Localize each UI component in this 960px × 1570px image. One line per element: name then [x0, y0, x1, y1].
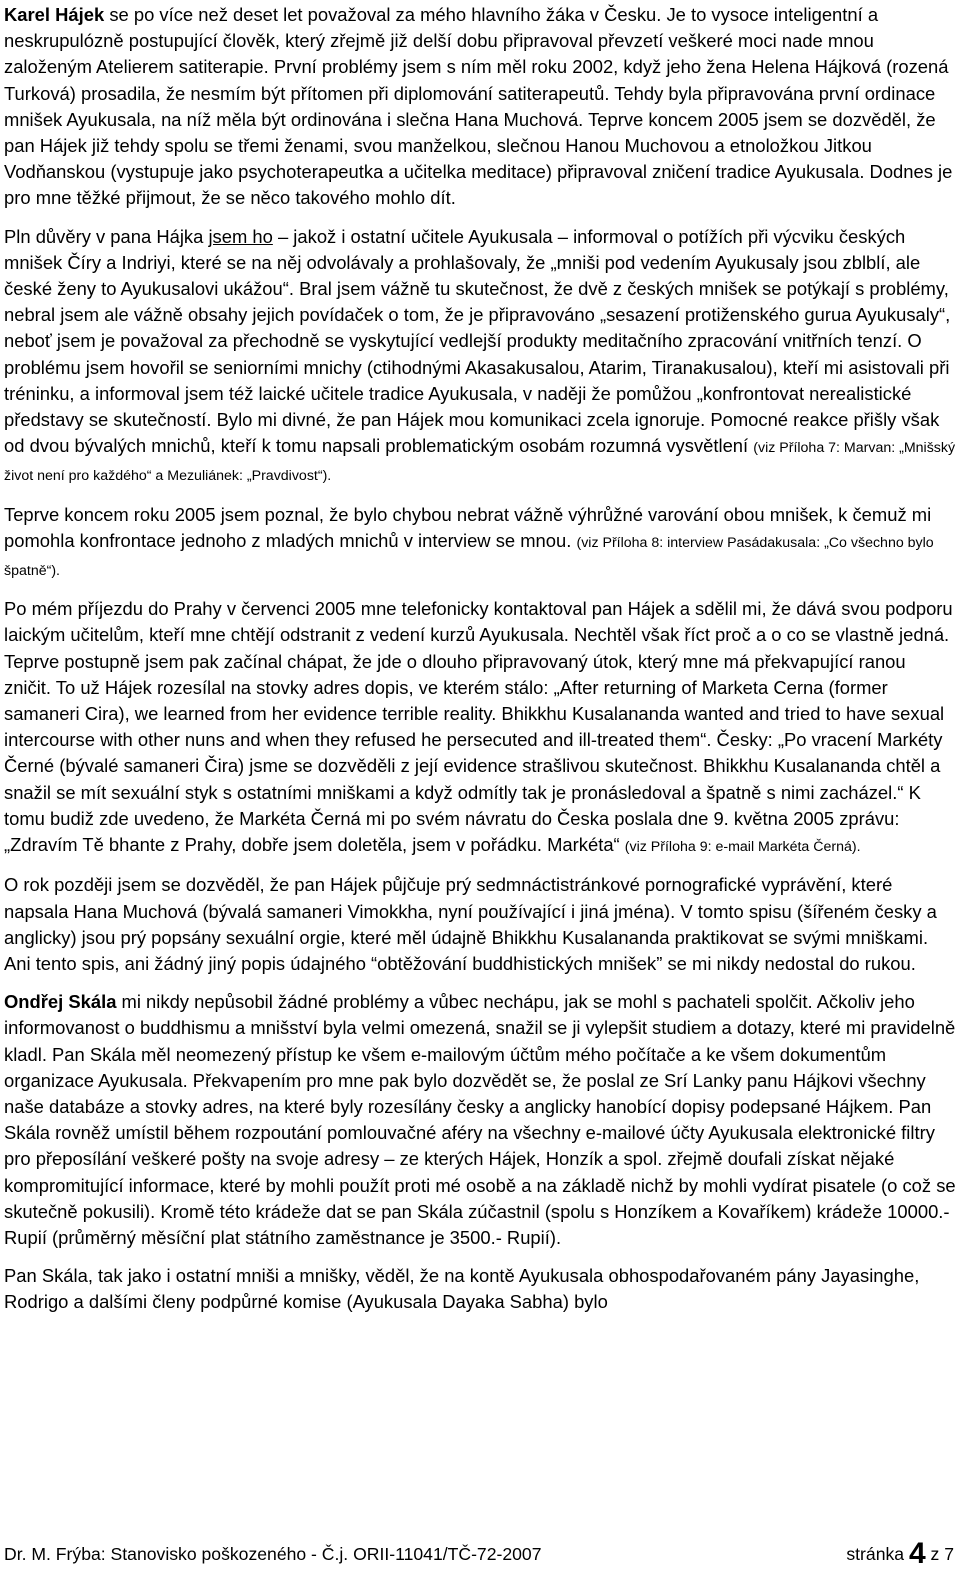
appendix-reference-9: (viz Příloha 9: e-mail Markéta Černá). [624, 839, 861, 856]
paragraph-text: mi nikdy nepůsobil žádné problémy a vůbec nechápu, jak se mohl s pachateli spolčit. Ačkoliv jeho informovanost o buddhismu a mnišství byla velmi omezená, snažil se ji vylepšit studiem a dotazy, které mi pravidelně kladl. Pan Skála měl neomezený přístup ke všem e-mailovým účtům mého počítače a ke všem dokumentům organizace Ayukusala. Překvapením pro mne pak bylo dozvědět se, že poslal ze Srí Lanky panu Hájkovi všechny naše databáze a stovky adres, na které byly rozesílány česky a anglicky hanobící dopisy podepsané Hájkem. Pan Skála rovněž umístil během rozpoutání pomlouvačné aféry na všechny e-mailové účty Ayukusala elektronické filtry pro přeposílání veškeré pošty na svoje adresy – ze kterých Hájek, Honzík a spol. zřejmě doufali získat nějaké kompromitující informace, které by mohli použít proti mé osobě a na základě nichž by mohli vydírat pisatele (o což se skutečně pokusili). Kromě této krádeže dat se pan Skála zúčastnil (spolu s Honzíkem a Kovaříkem) krádeže 10000.- Rupií (průměrný měsíční plat státního zaměstnance je 3500.- Rupií). [4, 991, 956, 1248]
paragraph-text: se po více než deset let považoval za mého hlavního žáka v Česku. Je to vysoce inteligentní a neskrupulózně postupující člověk, který zřejmě již delší dobu připravoval převzetí veškeré moci nade mnou založeným Atelierem satiterapie. První problémy jsem s ním měl roku 2002, když jeho žena Helena Hájková (rozená Turková) prosadila, že nesmím být přítomen při diplomování satiterapeutů. Tehdy byla připravována první ordinace mnišek Ayukusala, na níž měla být ordinována i slečna Hana Muchová. Teprve koncem 2005 jsem se dozvěděl, že pan Hájek již tehdy spolu se třemi ženami, svou manželkou, slečnou Hanou Muchovou a etnoložkou Jitkou Vodňanskou (vystupuje jako psychoterapeutka a učitelka meditace) připravoval zničení tradice Ayukusala. Dodnes je pro mne těžké přijmout, že se něco takového mohlo dít. [4, 4, 953, 209]
footer-reference: Dr. M. Frýba: Stanovisko poškozeného - Č.j. ORII-11041/TČ-72-2007 [4, 1544, 542, 1564]
paragraph-text: Po mém příjezdu do Prahy v červenci 2005 mne telefonicky kontaktoval pan Hájek a sdělil mi, že dává svou podporu laickým učitelům, kteří mne chtějí odstranit z vedení kurzů Ayukusala. Nechtěl však říct proč a o co se vlastně jedná. Teprve postupně jsem pak začínal chápat, že jde o dlouho připravovaný útok, který mne má překvapující ranou zničit. To už Hájek rozesílal na stovky adres dopis, ve kterém stálo: „After returning of Marketa Cerna (former samaneri Cira), we learned from her evidence terrible reality. Bhikkhu Kusalananda wanted and tried to have sexual intercourse with other nuns and when they refused he persecuted and ill-treated them“. Česky: „Po vracení Markéty Černé (bývalé samaneri Čira) jsme se dozvěděli z její evidence strašlivou skutečnost. Bhikkhu Kusalananda chtěl a snažil se mít sexuální styk s ostatními mniškami a když odmítly tak je pronásledoval a špatně s nimi zacházel.“ K tomu budiž zde uvedeno, že Markéta Černá mi po svém návratu do Česka poslala dne 9. května 2005 zprávu: „Zdravím Tě bhante z Prahy, dobře jsem doletěla, jsem v pořádku. Markéta“ [4, 598, 953, 856]
name-ondrej-skala: Ondřej Skála [4, 991, 117, 1013]
paragraph-ondrej-skala [4, 989, 956, 1251]
appendix-reference-8: (viz Příloha 8: interview Pasádakusala: „Co všechno bylo špatně“). [4, 534, 934, 580]
document-page [4, 2, 956, 1328]
appendix-reference-7: (viz Příloha 7: Marvan: „Mnišský život není pro každého“ a Mezuliánek: „Pravdivost“). [4, 440, 956, 485]
paragraph-year-later [4, 872, 956, 977]
page-suffix: z 7 [925, 1544, 954, 1564]
name-karel-hajek: Karel Hájek [4, 4, 105, 25]
paragraph-text: Teprve koncem roku 2005 jsem poznal, že bylo chybou nebrat vážně výhrůžné varování obou mnišek, k čemuž mi pomohla konfrontace jednoho z mladých mnichů v interview se mnou. [4, 503, 932, 551]
page-footer [4, 1538, 954, 1570]
paragraph-skala-account [4, 1263, 956, 1315]
paragraph-text: O rok později jsem se dozvěděl, že pan Hájek půjčuje prý sedmnáctistránkové pornografické vyprávění, které napsala Hana Muchová (bývalá samaneri Vimokkha, nyní používající i jiná jména). V tomto spisu (šířeném česky a anglicky) jsou prý popsány sexuální orgie, které měl údajně Bhikkhu Kusalananda praktikovat se svými mniškami. Ani tento spis, ani žádný jiný popis údajného “obtěžování buddhistických mnišek” se mi nikdy nedostal do rukou. [4, 874, 937, 974]
page-number: 4 [908, 1537, 926, 1570]
paragraph-end-2005 [4, 502, 956, 585]
page-prefix: stránka [846, 1544, 909, 1564]
paragraph-trust-hajek [4, 224, 956, 490]
page-indicator [846, 1538, 954, 1570]
paragraph-text: – jakož i ostatní učitele Ayukusala – informoval o potížích při výcviku českých mnišek Číry a Indriyi, které se na něj odvolávaly a prohlašovaly, že „mniši pod vedením Ayukusaly jsou zblblí, ale české ženy to Ayukusalovi ukážou“. Bral jsem vážně tu skutečnost, že dvě z českých mnišek se potýkají s problémy, nebral jsem ale vážně obsahy jejich povídaček o tom, že je připravováno „sesazení protiženského gurua Ayukusaly“, neboť jsem je považoval za přechodně se vyskytující vedlejší produkty meditačního zpracování vnitřních tenzí. O problému jsem hovořil se seniorními mnichy (ctihodnými Akasakusalou, Atarim, Tiranakusalou), kteří mi asistovali při tréninku, a informoval jsem též laické učitele tradice Ayukusala, v naději že pomůžou „konfrontovat nerealistické představy se skutečností. Bylo mi divné, že pan Hájek mou komunikaci zcela ignoruje. Pomocné reakce přišly však od dvou bývalých mnichů, kteří k tomu napsali problematickým osobám rozumná vysvětlení [4, 225, 951, 457]
paragraph-text: Pan Skála, tak jako i ostatní mniši a mnišky, věděl, že na kontě Ayukusala obhospodařovaném pány Jayasinghe, Rodrigo a dalšími členy podpůrné komise (Ayukusala Dayaka Sabha) bylo [4, 1265, 920, 1313]
underlined-text: jsem ho [208, 225, 273, 247]
paragraph-text: Pln důvěry v pana Hájka [4, 225, 209, 247]
paragraph-arrival-prague [4, 596, 956, 860]
paragraph-karel-hajek [4, 2, 956, 212]
